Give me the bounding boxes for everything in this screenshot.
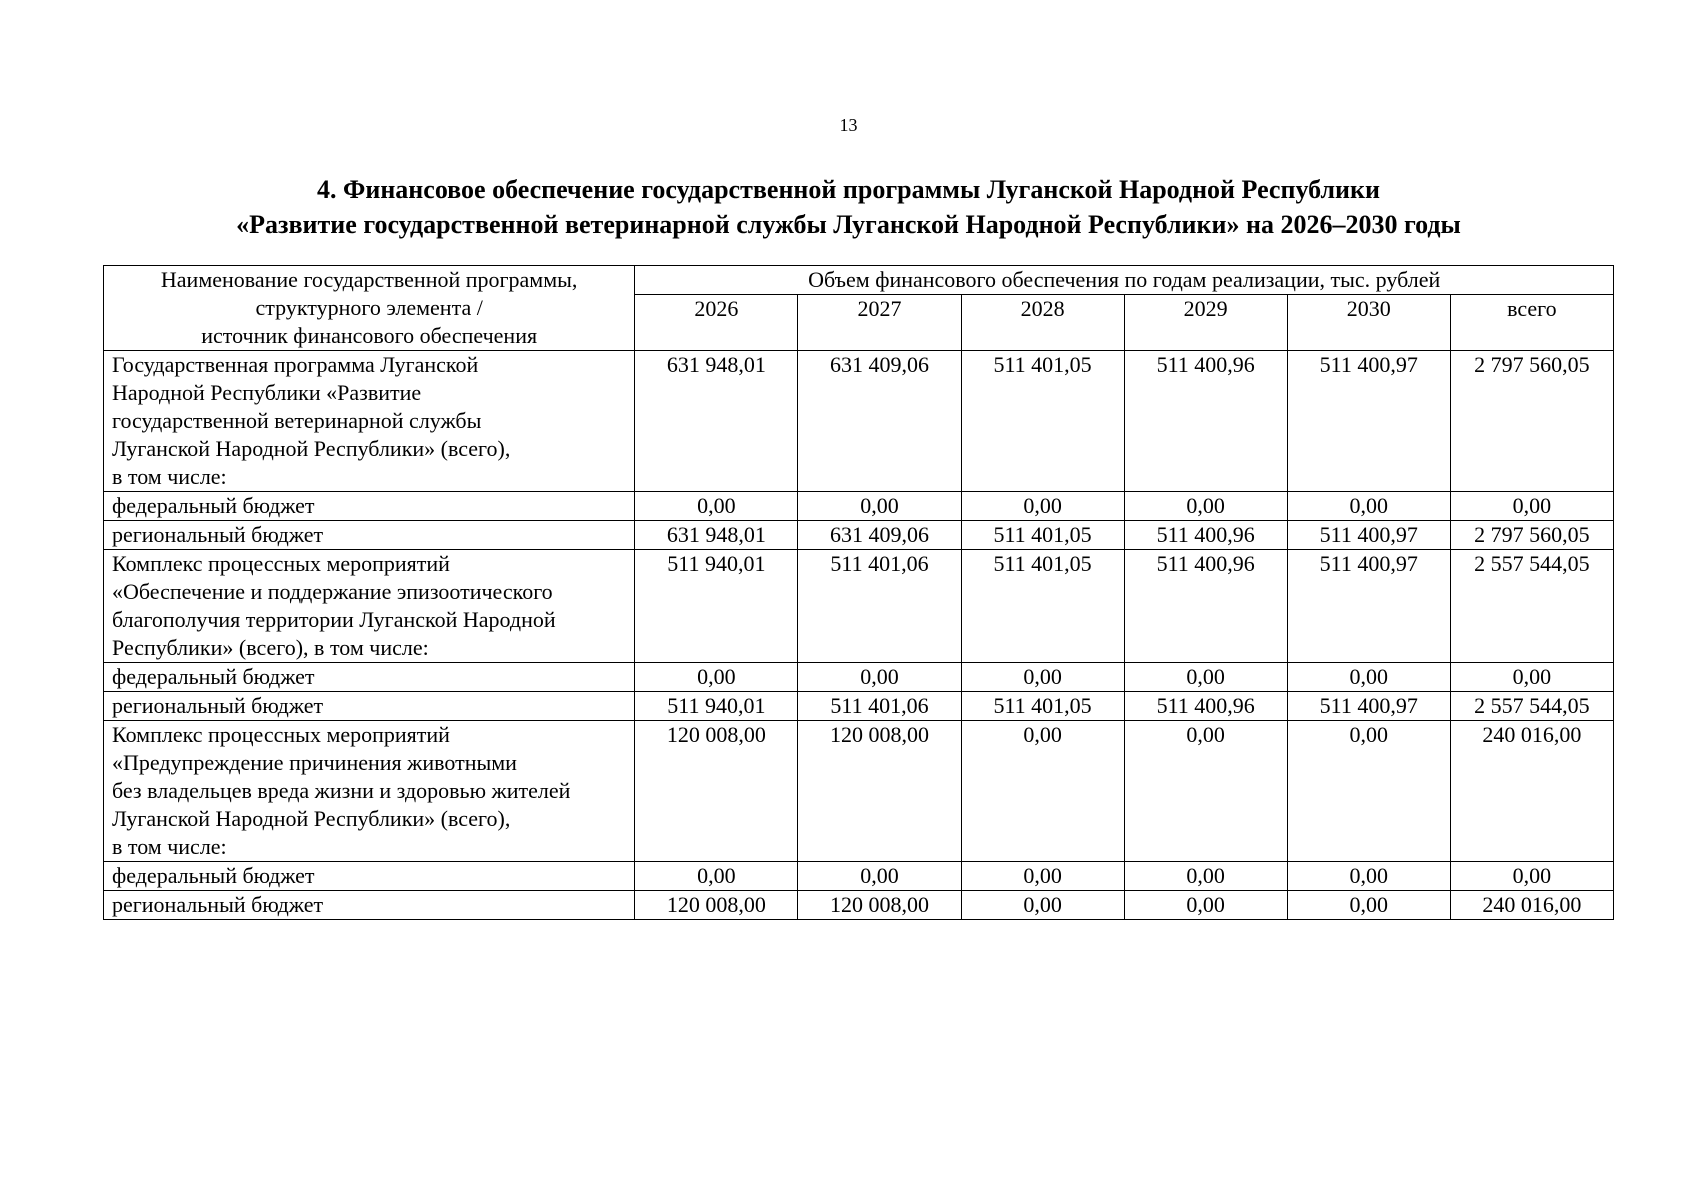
row-name-cell: [104, 663, 635, 692]
value-cell: 511 400,97: [1287, 692, 1450, 721]
value-cell: 0,00: [1124, 721, 1287, 862]
page-number: 13: [839, 115, 858, 135]
value-cell: 0,00: [635, 663, 798, 692]
row-name-cell: [104, 521, 635, 550]
header-year-2028: 2028: [961, 295, 1124, 351]
header-year-2026: 2026: [635, 295, 798, 351]
value-cell: 631 948,01: [635, 351, 798, 492]
value-cell: 0,00: [798, 492, 961, 521]
table-row: [104, 862, 1614, 891]
value-cell: 0,00: [1450, 492, 1613, 521]
value-cell: 0,00: [961, 492, 1124, 521]
value-cell: 0,00: [1287, 891, 1450, 920]
value-cell: 511 401,05: [961, 351, 1124, 492]
row-name-cell: [104, 550, 635, 663]
value-cell: 120 008,00: [798, 721, 961, 862]
value-cell: 0,00: [1124, 663, 1287, 692]
value-cell: 511 401,05: [961, 692, 1124, 721]
row-name-line: федеральный бюджет: [112, 664, 315, 689]
value-cell: 511 400,97: [1287, 521, 1450, 550]
value-cell: 511 400,96: [1124, 692, 1287, 721]
row-name-line: Комплекс процессных мероприятий: [112, 722, 450, 747]
value-cell: 0,00: [1124, 891, 1287, 920]
value-cell: 0,00: [961, 891, 1124, 920]
row-name-line: федеральный бюджет: [112, 863, 315, 888]
row-name-cell: [104, 351, 635, 492]
value-cell: 240 016,00: [1450, 721, 1613, 862]
header-total: всего: [1450, 295, 1613, 351]
value-cell: 511 940,01: [635, 550, 798, 663]
value-cell: 0,00: [1450, 663, 1613, 692]
table-row: [104, 692, 1614, 721]
table-row: [104, 521, 1614, 550]
row-name-cell: [104, 692, 635, 721]
value-cell: 511 401,06: [798, 550, 961, 663]
value-cell: 2 557 544,05: [1450, 550, 1613, 663]
row-name-line: Луганской Народной Республики» (всего),: [112, 436, 511, 461]
value-cell: 0,00: [798, 663, 961, 692]
row-name-line: благополучия территории Луганской Народной: [112, 607, 556, 632]
table-body: [104, 351, 1614, 920]
value-cell: 0,00: [635, 862, 798, 891]
financing-table: [103, 265, 1614, 920]
value-cell: 0,00: [1287, 862, 1450, 891]
row-name-line: региональный бюджет: [112, 522, 324, 547]
value-cell: 0,00: [1287, 492, 1450, 521]
value-cell: 120 008,00: [798, 891, 961, 920]
value-cell: 511 400,96: [1124, 521, 1287, 550]
value-cell: 511 400,97: [1287, 550, 1450, 663]
header-year-2029: 2029: [1124, 295, 1287, 351]
row-name-line: Государственная программа Луганской: [112, 352, 479, 377]
row-name-line: Луганской Народной Республики» (всего),: [112, 806, 511, 831]
table-row: [104, 351, 1614, 492]
value-cell: 631 409,06: [798, 351, 961, 492]
row-name-cell: [104, 862, 635, 891]
value-cell: 0,00: [798, 862, 961, 891]
row-name-line: Народной Республики «Развитие: [112, 380, 422, 405]
header-year-2030: 2030: [1287, 295, 1450, 351]
row-name-line: «Предупреждение причинения животными: [112, 750, 517, 775]
value-cell: 0,00: [1124, 492, 1287, 521]
value-cell: 2 797 560,05: [1450, 351, 1613, 492]
value-cell: 120 008,00: [635, 721, 798, 862]
value-cell: 0,00: [1450, 862, 1613, 891]
row-name-cell: [104, 891, 635, 920]
value-cell: 120 008,00: [635, 891, 798, 920]
value-cell: 0,00: [961, 663, 1124, 692]
value-cell: 2 797 560,05: [1450, 521, 1613, 550]
value-cell: 511 400,96: [1124, 351, 1287, 492]
value-cell: 511 940,01: [635, 692, 798, 721]
table-row: [104, 891, 1614, 920]
row-name-cell: [104, 721, 635, 862]
row-name-line: «Обеспечение и поддержание эпизоотического: [112, 579, 553, 604]
value-cell: 240 016,00: [1450, 891, 1613, 920]
value-cell: 0,00: [961, 721, 1124, 862]
table-row: [104, 492, 1614, 521]
row-name-line: Комплекс процессных мероприятий: [112, 551, 450, 576]
row-name-cell: [104, 492, 635, 521]
row-name-line: Республики» (всего), в том числе:: [112, 635, 429, 660]
row-name-line: федеральный бюджет: [112, 493, 315, 518]
row-name-line: без владельцев вреда жизни и здоровью жителей: [112, 778, 571, 803]
document-title: [0, 172, 1697, 242]
row-name-line: региональный бюджет: [112, 693, 324, 718]
value-cell: 0,00: [1287, 663, 1450, 692]
row-name-line: в том числе:: [112, 834, 227, 859]
value-cell: 0,00: [1287, 721, 1450, 862]
value-cell: 2 557 544,05: [1450, 692, 1613, 721]
table-row: [104, 721, 1614, 862]
header-group-label: Объем финансового обеспечения по годам реализации, тыс. рублей: [635, 266, 1614, 295]
row-name-line: государственной ветеринарной службы: [112, 408, 482, 433]
value-cell: 511 401,05: [961, 550, 1124, 663]
value-cell: 0,00: [635, 492, 798, 521]
table-row: [104, 550, 1614, 663]
value-cell: 631 409,06: [798, 521, 961, 550]
value-cell: 0,00: [961, 862, 1124, 891]
header-name-column: Наименование государственной программы, структурного элемента / источник финансового обеспечения: [104, 266, 635, 351]
title-line-2: «Развитие государственной ветеринарной службы Луганской Народной Республики» на 2026–2030 годы: [236, 210, 1461, 239]
value-cell: 511 400,96: [1124, 550, 1287, 663]
title-line-1: 4. Финансовое обеспечение государственной программы Луганской Народной Республики: [317, 175, 1380, 204]
row-name-line: региональный бюджет: [112, 892, 324, 917]
row-name-line: в том числе:: [112, 464, 227, 489]
header-year-2027: 2027: [798, 295, 961, 351]
value-cell: 511 401,06: [798, 692, 961, 721]
value-cell: 511 400,97: [1287, 351, 1450, 492]
value-cell: 511 401,05: [961, 521, 1124, 550]
value-cell: 0,00: [1124, 862, 1287, 891]
value-cell: 631 948,01: [635, 521, 798, 550]
table-row: [104, 663, 1614, 692]
